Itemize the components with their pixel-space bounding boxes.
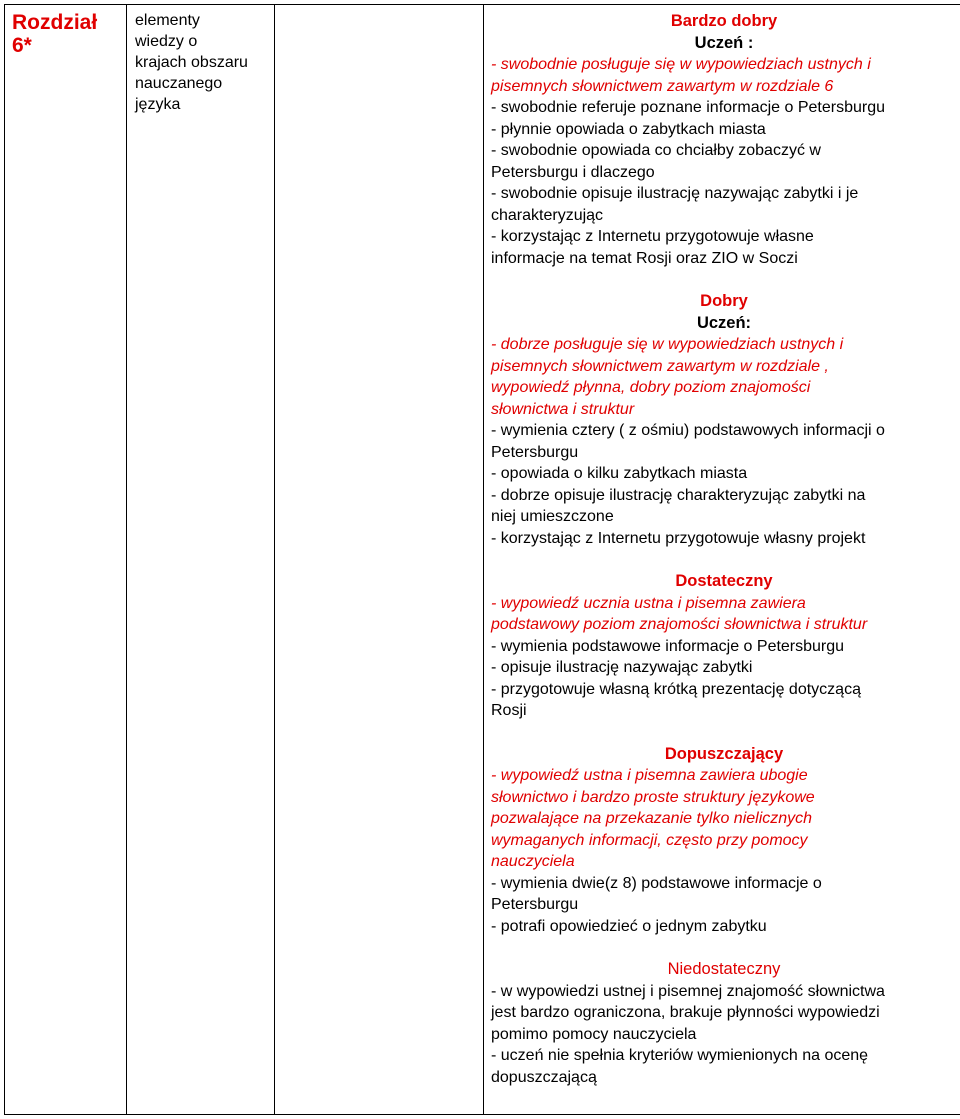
chapter-line: Rozdział — [12, 11, 98, 34]
criterion-line: wypowiedź płynna, dobry poziom znajomości — [491, 379, 811, 396]
criterion-line: - przygotowuje własną krótką prezentację dotyczącą — [491, 680, 861, 698]
criterion-line: Rosji — [491, 702, 527, 719]
criterion-line: podstawowy poziom znajomości słownictwa i struktur — [491, 616, 868, 633]
criterion-line: - wymienia dwie(z 8) podstawowe informacje o — [491, 874, 822, 892]
criterion-line: - wypowiedź ucznia ustna i pisemna zawiera — [491, 594, 806, 612]
grade-subtitle: Uczeń: — [696, 313, 752, 332]
criterion-line: pozwalające na przekazanie tylko nielicznych — [491, 810, 813, 827]
criterion-line: jest bardzo ograniczona, brakuje płynności wypowiedzi — [491, 1004, 880, 1021]
chapter-cell — [5, 5, 127, 1115]
criterion-line: pomimo pomocy nauczyciela — [491, 1025, 697, 1043]
criterion-line: nauczyciela — [491, 853, 575, 870]
criterion-line: - korzystając z Internetu przygotowuje własny projekt — [491, 529, 866, 547]
criterion-line: - opisuje ilustrację nazywając zabytki — [491, 659, 753, 676]
scope-line: nauczanego — [135, 75, 223, 92]
criteria-cell — [484, 5, 960, 1115]
scope-line: elementy — [135, 12, 200, 29]
criterion-line: pisemnych słownictwem zawartym w rozdziale , — [491, 357, 829, 375]
criterion-line: słownictwa i struktur — [491, 400, 635, 418]
grade-title: Niedostateczny — [667, 960, 781, 978]
scope-cell — [127, 5, 275, 1115]
criterion-line: - opowiada o kilku zabytkach miasta — [491, 465, 748, 482]
criterion-line: Petersburgu — [491, 896, 579, 913]
scope-text — [127, 5, 274, 115]
criterion-line: słownictwo i bardzo proste struktury językowe — [491, 788, 815, 806]
chapter-label — [5, 5, 126, 57]
grade-block — [491, 11, 957, 269]
criterion-line: - wypowiedź ustna i pisemna zawiera ubogie — [491, 767, 808, 784]
criterion-line: pisemnych słownictwem zawartym w rozdziale 6 — [491, 77, 834, 95]
criterion-line: - uczeń nie spełnia kryteriów wymienionych na ocenę — [491, 1047, 869, 1064]
chapter-number: 6* — [12, 34, 32, 57]
criterion-line: - dobrze posługuje się w wypowiedziach ustnych i — [491, 336, 844, 353]
scope-line: wiedzy o — [135, 33, 198, 50]
grade-block — [491, 959, 957, 1088]
criterion-line: Petersburgu — [491, 443, 579, 461]
criterion-line: - swobodnie opowiada co chciałby zobaczyć w — [491, 142, 821, 159]
criterion-line: dopuszczającą — [491, 1068, 597, 1086]
criterion-line: - w wypowiedzi ustnej i pisemnej znajomość słownictwa — [491, 982, 885, 1000]
table-row — [5, 5, 960, 1115]
grade-title: Bardzo dobry — [670, 12, 778, 30]
criterion-line: - płynnie opowiada o zabytkach miasta — [491, 120, 766, 138]
grade-criteria — [484, 5, 960, 1088]
grade-block — [491, 291, 957, 549]
criterion-line: charakteryzując — [491, 206, 604, 224]
criterion-line: - swobodnie posługuje się w wypowiedziach ustnych i — [491, 56, 871, 73]
criterion-line: niej umieszczone — [491, 508, 614, 525]
criteria-table — [4, 4, 960, 1115]
criterion-line: Petersburgu i dlaczego — [491, 163, 655, 181]
criterion-line: wymaganych informacji, często przy pomocy — [491, 831, 808, 849]
scope-line: krajach obszaru — [135, 54, 248, 71]
criterion-line: - wymienia cztery ( z ośmiu) podstawowych informacji o — [491, 422, 885, 439]
grade-block — [491, 744, 957, 938]
grade-title: Dobry — [700, 292, 748, 310]
criterion-line: - swobodnie referuje poznane informacje o Petersburgu — [491, 99, 886, 116]
criterion-line: - dobrze opisuje ilustrację charakteryzując zabytki na — [491, 486, 866, 504]
criterion-line: informacje na temat Rosji oraz ZIO w Soczi — [491, 249, 798, 267]
grade-subtitle: Uczeń : — [694, 33, 754, 52]
scope-line: języka — [135, 96, 181, 113]
criterion-line: - korzystając z Internetu przygotowuje własne — [491, 228, 814, 245]
criterion-line: - swobodnie opisuje ilustrację nazywając zabytki i je — [491, 185, 859, 202]
grade-title: Dopuszczający — [664, 744, 784, 763]
criterion-line: - wymienia podstawowe informacje o Petersburgu — [491, 637, 845, 655]
grade-title: Dostateczny — [675, 572, 773, 590]
empty-cell — [275, 5, 484, 1115]
criterion-line: - potrafi opowiedzieć o jednym zabytku — [491, 917, 767, 935]
grade-block — [491, 571, 957, 722]
